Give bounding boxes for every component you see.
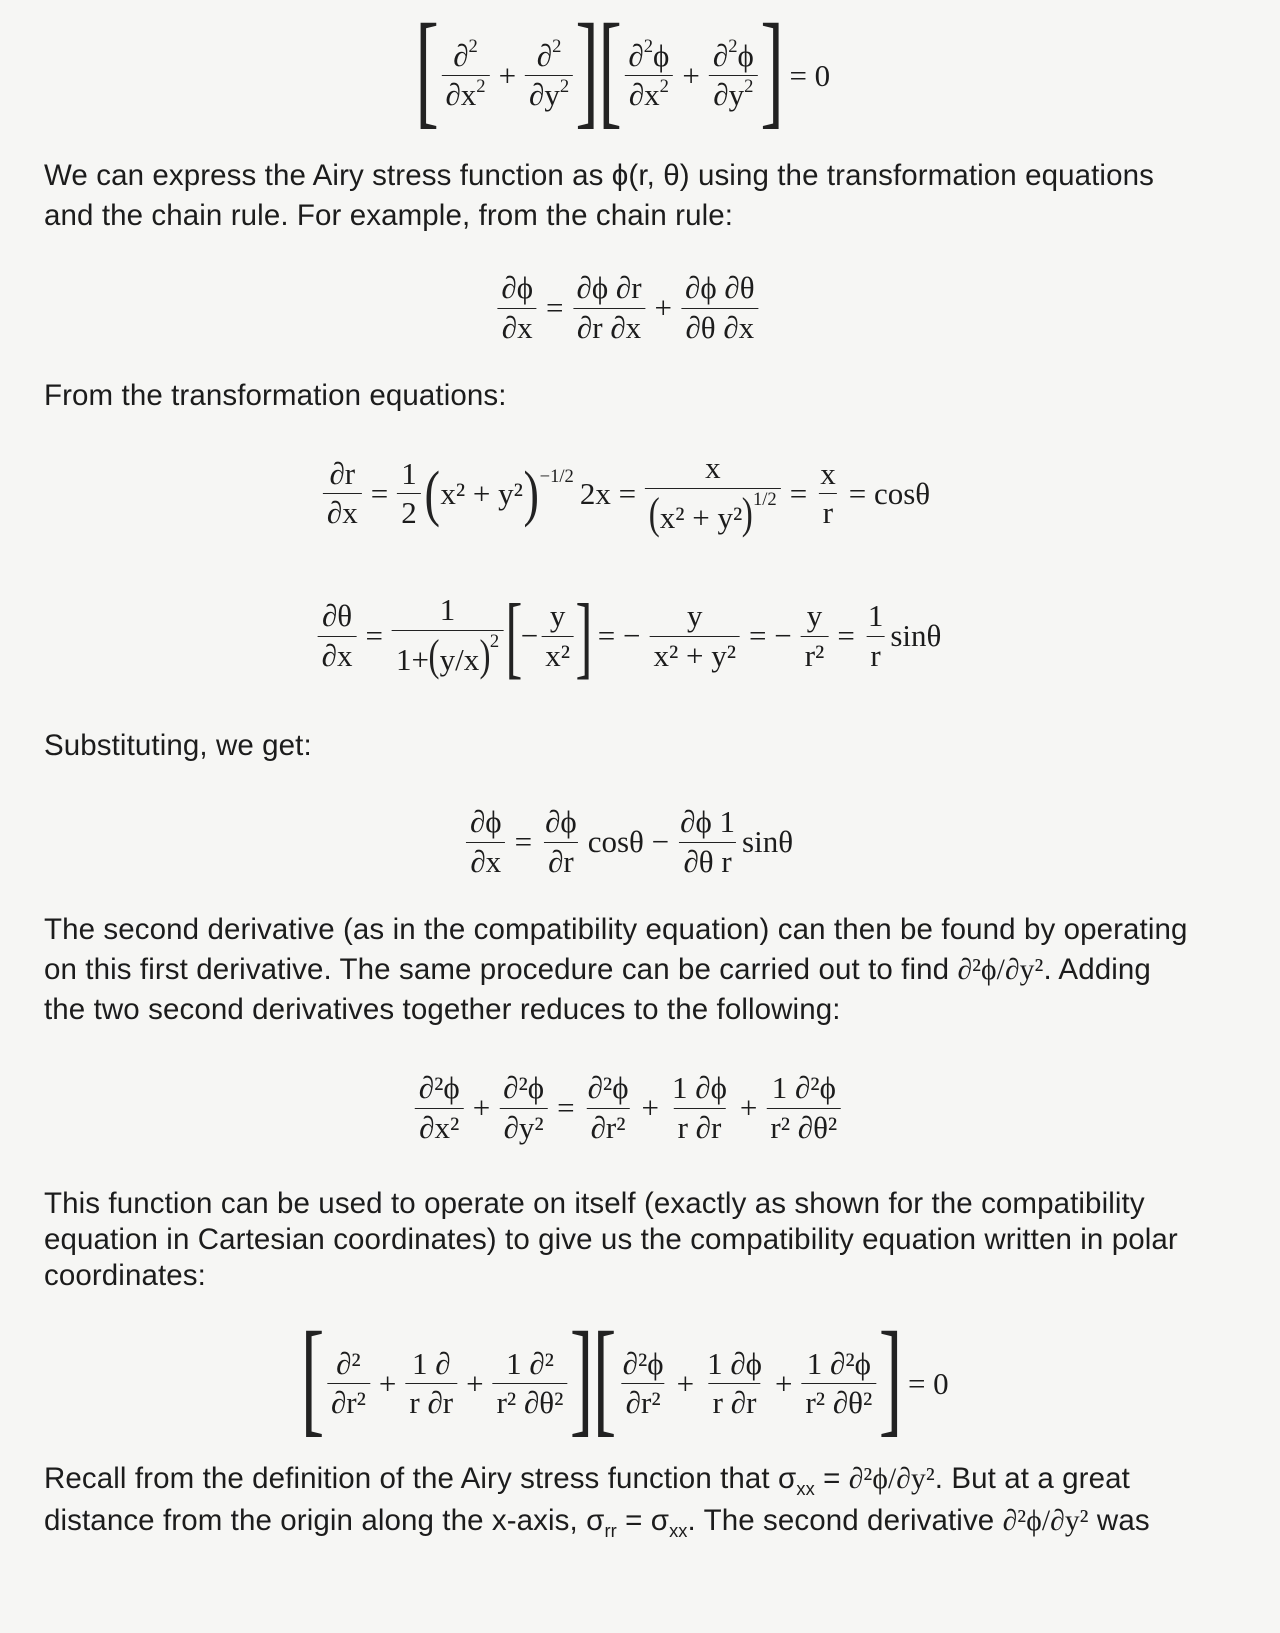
denominator: ∂x [445,77,477,113]
equation-biharmonic-cartesian: [ ∂$^2$ $\partial x^2$ + $\frac{\partial^2}{\partial y^2}$ ] [ ∂$^2$ϕ $\partial x^2$ + $\frac{\partial^2\phi}{\partial y^2}$ ] = 0 [415,0,831,140]
equation-laplacian-polar: ∂²ϕ ∂x² + $\frac{\text{∂²ϕ}}{\text{∂y²}}$ = $\frac{\text{∂²ϕ}}{\text{∂r²}}$ + $\frac{1 \partial\phi}{r \partial r}$ + $\frac{\text{1 ∂²ϕ}}{\text{r² ∂θ²}}$ [412,1072,844,1144]
right-bracket: ] [575,0,600,140]
equation-dphi-dx-polar: $\frac{\partial\phi}{\partial x}$ = $\frac{\partial\phi}{\partial r}$ cosθ − $\frac{\partial\phi 1}{\text{∂θ r}}$ sinθ [463,806,793,878]
equation-dr-dx: $\frac{\partial r}{\partial x}$ = $\frac{1}{2}$ ( x² + y² ) $^{-1/2}$ 2x = $\frac{x}{(x^2 + y^2)^{1/2}}$ = $\frac{x}{r}$ = cosθ [320,452,936,536]
paragraph-airy-intro: We can express the Airy stress function as ϕ(r, θ) using the transformation equations and the chain rule. For example, from the chain rule: [44,159,1154,232]
fraction-d2phi-dy2: $\frac{\partial^2\phi}{\partial y^2}$ [709,40,758,112]
equals-zero: = 0 [789,57,831,93]
equation-chain-rule: $\frac{\partial\phi}{\partial x}$ = $\frac{\partial\phi \partial r}{\partial r \partial x}$ + $\frac{\partial\phi \partial\theta}{\partial\theta \partial x}$ [494,272,761,344]
fraction-d2-dx2: ∂$^2$ $\partial x^2$ [441,40,489,112]
right-bracket: ] [760,0,784,140]
fraction-d2phi-dx2: ∂$^2$ϕ $\partial x^2$ [624,40,673,112]
fraction-d2-dy2: $\frac{\partial^2}{\partial y^2}$ [525,40,573,112]
paragraph-recall-airy: Recall from the definition of the Airy stress function that $\sigma_{xx} = \partial^2\phi/\partial y^2$. But at a great distance from the origin along the x-axis, $\sigma_{rr} = \sigma_{xx}$. The second derivative ∂²ϕ/∂y² was [44,1462,1150,1541]
plus-sign: + [498,57,517,93]
paragraph-operate-itself: This function can be used to operate on itself (exactly as shown for the compatibility equation in Cartesian coordinates) to give us the compatibility equation written in polar coordinates: [44,1187,1178,1292]
equation-biharmonic-polar: [ ∂² ∂r² + $\frac{1 \partial}{r \partial r}$ + $\frac{\text{1 ∂²}}{\text{r² ∂θ²}}$ ] [ ∂²ϕ ∂r² + $\frac{1 \partial\phi}{r \partial r}$ + $\frac{\text{1 ∂²ϕ}}{\text{r² ∂θ²}}$ ] = 0 [300,1306,949,1448]
paragraph-second-derivative: The second derivative (as in the compatibility equation) can then be found by operating on this first derivative. The same procedure can be carried out to find ∂²ϕ/∂y². Adding the two second derivatives together reduces to the following: [44,913,1188,1026]
left-bracket: [ [415,0,439,140]
numerator: ∂ [453,37,469,73]
paragraph-substituting: Substituting, we get: [44,729,312,762]
equation-dtheta-dx: $\frac{\partial\theta}{\partial x}$ = $\frac{1}{1+(y/x)^2}$ [ − $\frac{y}{\text{x²}}$ ] = − $\frac{y}{\text{x² + y²}}$ = − $\frac{y}{\text{r²}}$ = $\frac{1}{r}$ sinθ [315,590,942,682]
paragraph-transformation: From the transformation equations: [44,379,507,412]
left-bracket: [ [598,0,622,140]
